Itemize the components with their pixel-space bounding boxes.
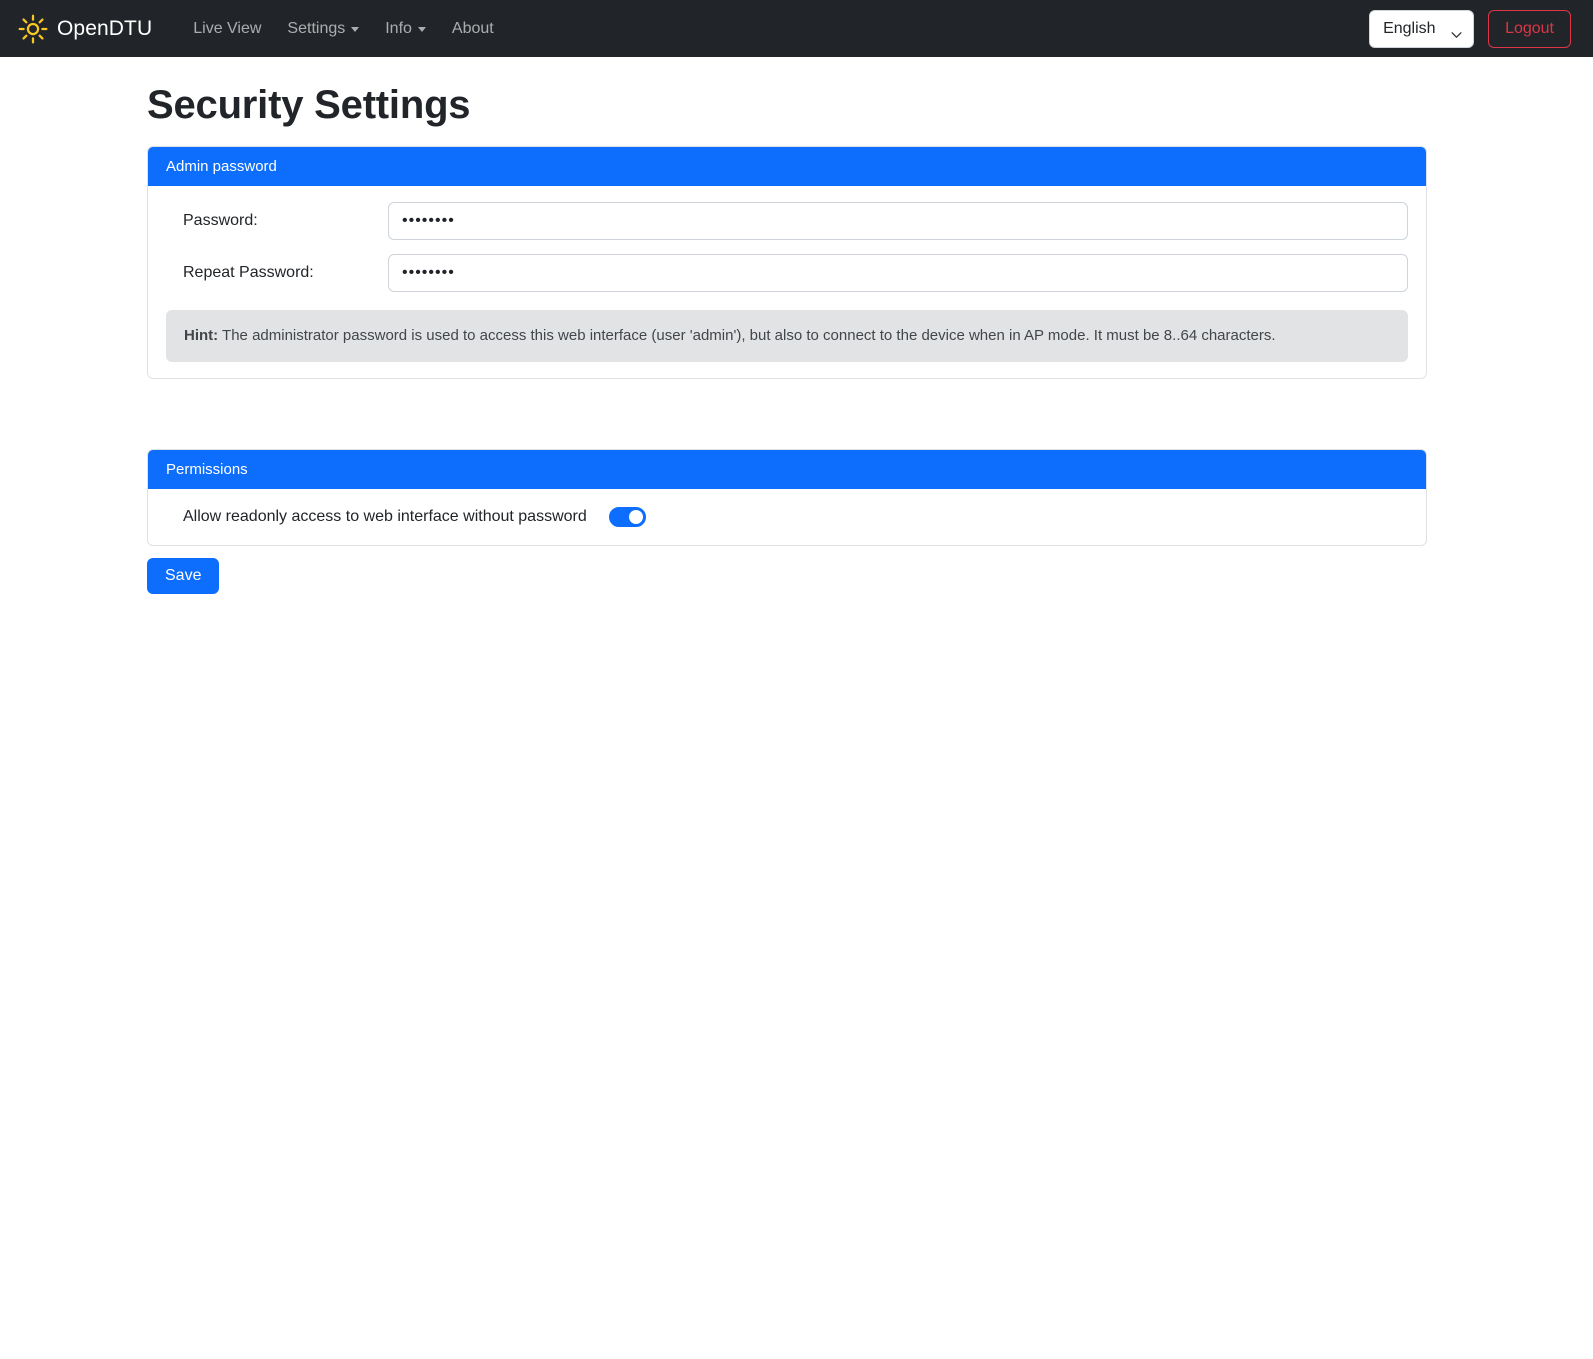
chevron-down-icon [351, 27, 359, 32]
card-spacer [0, 379, 1593, 449]
repeat-password-label: Repeat Password: [183, 264, 314, 281]
readonly-access-label: Allow readonly access to web interface without password [183, 508, 587, 526]
admin-password-card-body [148, 186, 1426, 378]
password-hint-prefix: Hint: [184, 327, 219, 344]
nav-item-label: Settings [287, 19, 346, 37]
brand-name: OpenDTU [57, 16, 153, 40]
toggle-knob [629, 510, 643, 524]
readonly-access-row [166, 493, 1408, 541]
nav-item-label: Info [385, 19, 412, 37]
nav-item-label: About [451, 19, 494, 37]
readonly-access-toggle[interactable] [609, 507, 646, 527]
save-button[interactable]: Save [147, 558, 219, 594]
logout-button[interactable]: Logout [1488, 10, 1571, 48]
navbar [0, 0, 1593, 57]
permissions-card-body [148, 489, 1426, 545]
nav-item-settings[interactable] [274, 12, 372, 46]
nav-item-label: Live View [193, 19, 262, 37]
permissions-card [147, 449, 1427, 546]
password-row [166, 202, 1408, 240]
page-title: Security Settings [147, 83, 471, 127]
page-content [0, 83, 1593, 594]
sun-icon [18, 14, 48, 44]
password-hint [166, 310, 1408, 362]
nav-item-live-view[interactable] [180, 12, 274, 46]
nav-item-about[interactable] [439, 12, 507, 46]
password-hint-text: The administrator password is used to access this web interface (user 'admin'), but also to connect to the device when in AP mode. It must be 8..64 characters. [218, 327, 1276, 344]
admin-password-card [147, 146, 1427, 379]
language-select-wrapper [1369, 10, 1474, 48]
chevron-down-icon [418, 27, 426, 32]
permissions-card-header: Permissions [148, 450, 1426, 489]
navbar-right [1369, 10, 1571, 48]
repeat-password-input[interactable] [388, 254, 1408, 292]
brand-link[interactable] [18, 14, 152, 44]
language-select[interactable] [1369, 10, 1474, 48]
password-label: Password: [183, 212, 258, 229]
nav-item-info[interactable] [372, 12, 439, 46]
admin-password-card-header: Admin password [148, 147, 1426, 186]
password-input[interactable] [388, 202, 1408, 240]
repeat-password-row [166, 254, 1408, 292]
nav-links [180, 12, 507, 46]
